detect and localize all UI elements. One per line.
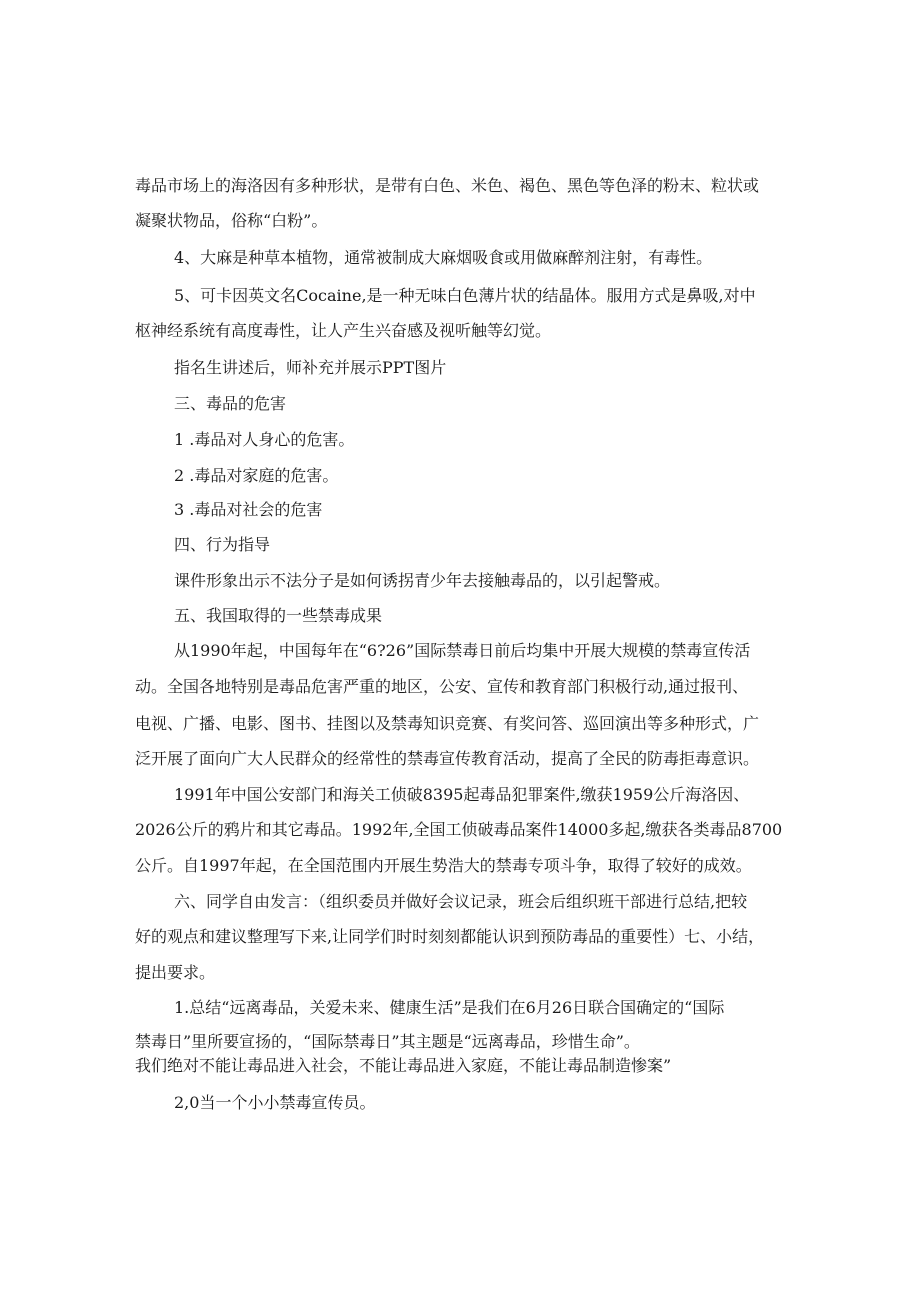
list-item: 2 .毒品对家庭的危害。 — [174, 466, 339, 485]
paragraph-line: 提出要求。 — [135, 963, 216, 982]
paragraph-line: 2,0当一个小小禁毒宣传员。 — [174, 1093, 376, 1112]
paragraph-line: 1991年中国公安部门和海关工侦破8395起毒品犯罪案件,缴获1959公斤海洛因、 — [174, 785, 750, 804]
section-heading: 四、行为指导 — [174, 535, 271, 554]
paragraph-line: 从1990年起，中国每年在“6?26”国际禁毒日前后均集中开展大规模的禁毒宣传活 — [174, 641, 751, 660]
paragraph-line: 4、大麻是种草本植物，通常被制成大麻烟吸食或用做麻醉剂注射，有毒性。 — [174, 248, 713, 267]
paragraph-line: 2026公斤的鸦片和其它毒品。1992年,全国工侦破毒品案件14000多起,缴获各类毒品8700 — [135, 820, 783, 839]
list-item: 1 .毒品对人身心的危害。 — [174, 430, 355, 449]
paragraph-line: 我们绝对不能让毒品进入社会，不能让毒品进入家庭，不能让毒品制造惨案” — [135, 1056, 672, 1075]
paragraph-line: 5、可卡因英文名Cocaine,是一种无味白色薄片状的结晶体。服用方式是鼻吸,对中 — [174, 286, 756, 305]
paragraph-line: 凝聚状物品，俗称“白粉”。 — [135, 211, 328, 230]
paragraph-line: 动。全国各地特别是毒品危害严重的地区，公安、宣传和教育部门积极行动,通过报刊、 — [135, 677, 749, 696]
paragraph-line: 禁毒日”里所要宣扬的，“国际禁毒日”其主题是“远离毒品，珍惜生命”。 — [135, 1032, 640, 1051]
section-heading: 三、毒品的危害 — [174, 394, 287, 413]
paragraph-line: 指名生讲述后，师补充并展示PPT图片 — [174, 358, 447, 377]
paragraph-line: 课件形象出示不法分子是如何诱拐青少年去接触毒品的，以引起警戒。 — [174, 571, 671, 590]
paragraph-line: 六、同学自由发言：（组织委员并做好会议记录，班会后组织班干部进行总结,把较 — [174, 892, 748, 911]
paragraph-line: 泛开展了面向广大人民群众的经常性的禁毒宣传教育活动，提高了全民的防毒拒毒意识。 — [135, 749, 760, 768]
paragraph-line: 电视、广播、电影、图书、挂图以及禁毒知识竞赛、有奖问答、巡回演出等多种形式，广 — [135, 714, 760, 733]
paragraph-line: 枢神经系统有高度毒性，让人产生兴奋感及视听触等幻觉。 — [135, 321, 552, 340]
section-heading: 五、我国取得的一些禁毒成果 — [174, 606, 383, 625]
paragraph-line: 毒品市场上的海洛因有多种形状，是带有白色、米色、褐色、黑色等色泽的粉末、粒状或 — [135, 176, 760, 195]
paragraph-line: 1.总结“远离毒品，关爱未来、健康生活”是我们在6月26日联合国确定的“国际 — [174, 998, 725, 1017]
paragraph-line: 公斤。自1997年起，在全国范围内开展生势浩大的禁毒专项斗争，取得了较好的成效。 — [135, 856, 752, 875]
list-item: 3 .毒品对社会的危害 — [174, 500, 323, 519]
paragraph-line: 好的观点和建议整理写下来,让同学们时时刻刻都能认识到预防毒品的重要性）七、小结， — [135, 927, 765, 946]
